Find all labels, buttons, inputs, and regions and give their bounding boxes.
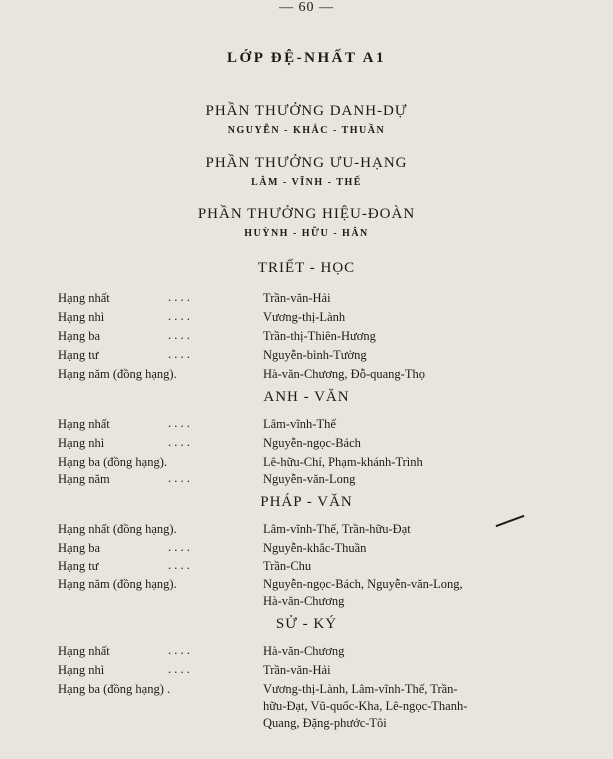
table-row: Hạng năm (đồng hạng). Hà-văn-Chương, Đỗ-quang-Thọ [58, 367, 425, 381]
table-row-continuation: Quang, Đặng-phước-Tôi [263, 716, 387, 730]
subject-english-heading: ANH - VĂN [263, 389, 350, 405]
award-excellence-winner: LÂM - VĨNH - THẾ [251, 177, 362, 188]
subject-history-heading: SỬ - KÝ [275, 616, 338, 632]
table-row: Hạng tư . . . . Trần-Chu [58, 558, 312, 573]
table-row-continuation: Hà-văn-Chương [263, 594, 345, 608]
table-row: Hạng ba (đồng hạng) . Vương-thị-Lành, Lâm-vĩnh-Thế, Trần- [58, 682, 458, 696]
award-alumni-winner: HUỲNH - HỮU - HÂN [244, 228, 369, 239]
award-excellence-title: PHẦN THƯỞNG ƯU-HẠNG [205, 155, 408, 171]
table-row-continuation: hữu-Đạt, Vũ-quốc-Kha, Lê-ngọc-Thanh- [263, 699, 468, 713]
table-row: Hạng ba . . . . Nguyễn-khắc-Thuần [58, 540, 367, 555]
subject-french-heading: PHÁP - VĂN [260, 494, 353, 510]
table-row: Hạng nhất (đồng hạng). Lâm-vĩnh-Thế, Trần-hữu-Đạt [58, 522, 411, 536]
table-row: Hạng nhì . . . . Nguyễn-ngọc-Bách [58, 435, 361, 450]
table-row: Hạng nhì . . . . Trần-văn-Hải [58, 662, 331, 677]
table-row: Hạng nhất . . . . Lâm-vĩnh-Thế [58, 416, 336, 431]
award-alumni-title: PHẦN THƯỞNG HIỆU-ĐOÀN [197, 206, 416, 222]
table-row: Hạng nhất . . . . Hà-văn-Chương [58, 643, 345, 658]
page-number: — 60 — [279, 0, 334, 15]
award-honor-winner: NGUYỄN - KHẮC - THUẦN [227, 125, 386, 136]
table-row: Hạng nhì . . . . Vương-thị-Lành [58, 309, 346, 324]
table-row: Hạng nhất . . . . Trần-văn-Hải [58, 290, 331, 305]
subject-philosophy-heading: TRIẾT - HỌC [257, 260, 356, 276]
table-row: Hạng năm (đồng hạng). Nguyễn-ngọc-Bách, Nguyễn-văn-Long, [58, 577, 463, 591]
table-row: Hạng năm . . . . Nguyễn-văn-Long [58, 471, 356, 486]
class-title: LỚP ĐỆ-NHẤT A1 [227, 50, 386, 66]
table-row: Hạng ba . . . . Trần-thị-Thiên-Hương [58, 328, 376, 343]
table-row: Hạng ba (đồng hạng). Lê-hữu-Chí, Phạm-khánh-Trình [58, 455, 423, 469]
table-row: Hạng tư . . . . Nguyễn-bình-Tường [58, 347, 367, 362]
award-honor-title: PHẦN THƯỞNG DANH-DỰ [205, 103, 408, 119]
